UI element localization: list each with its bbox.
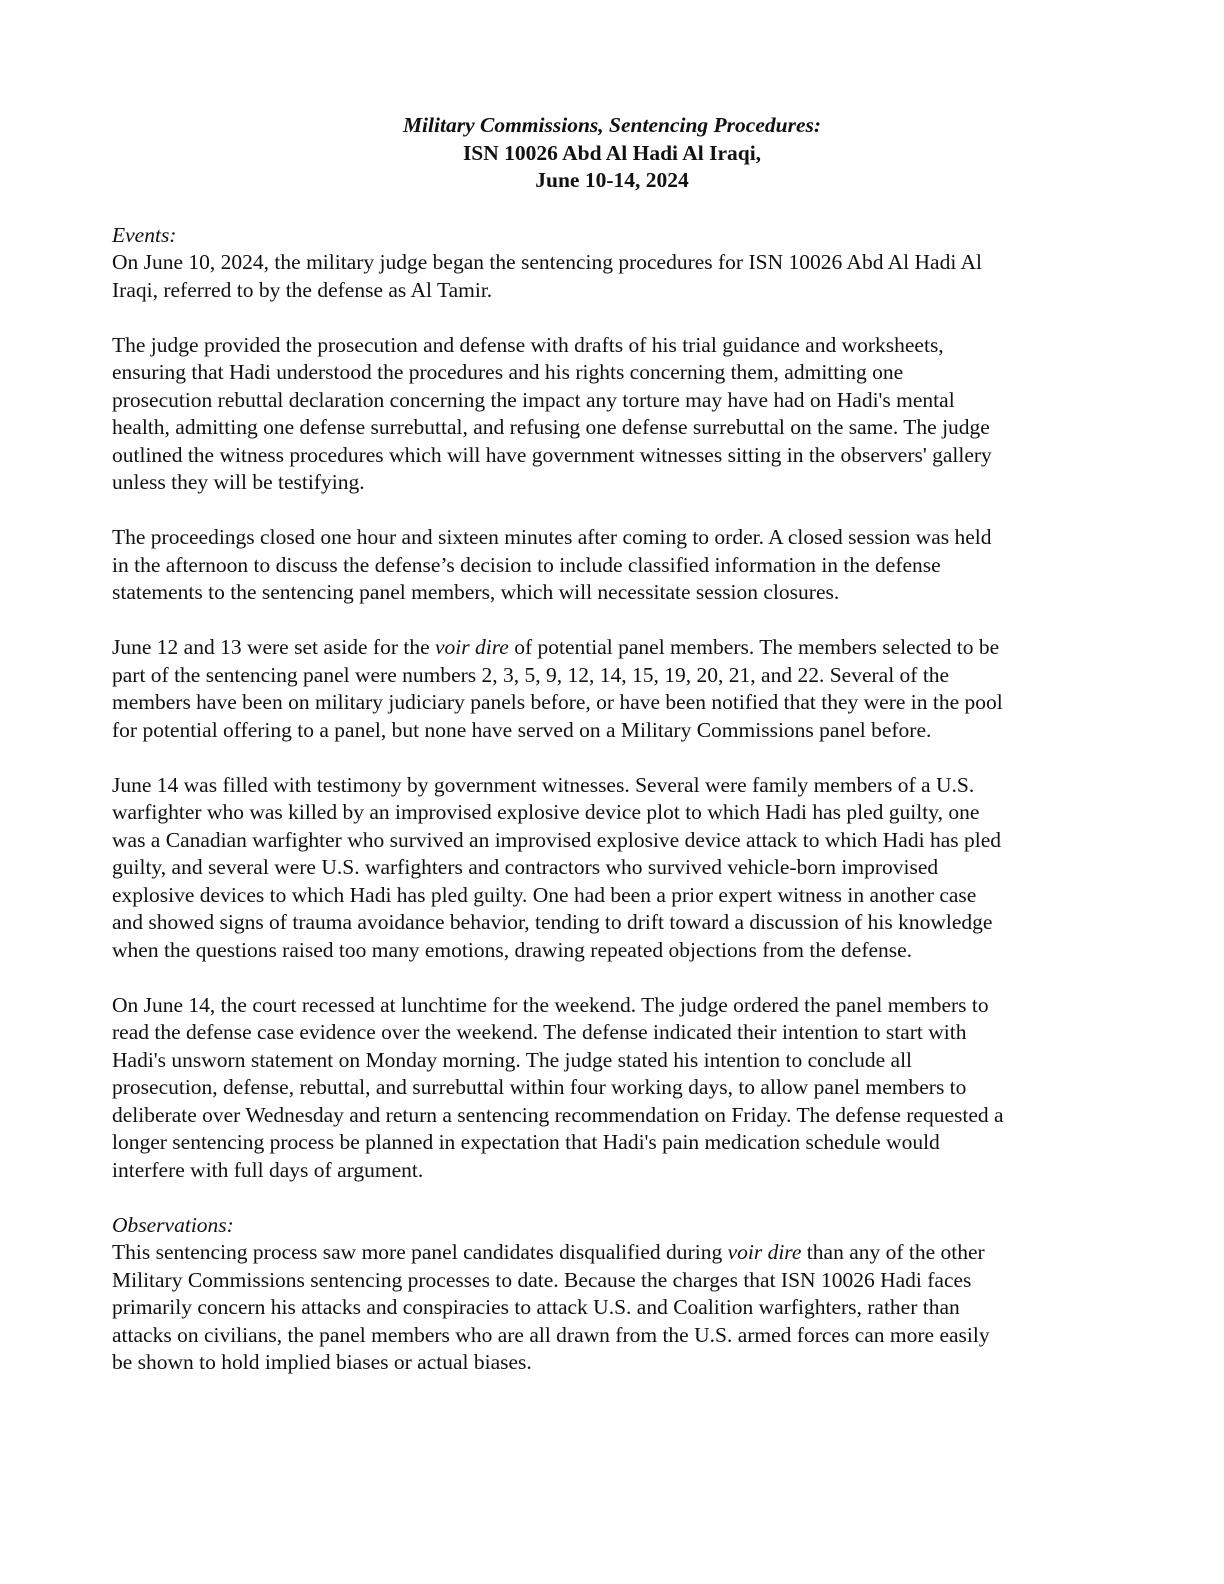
text-line: On June 14, the court recessed at lunchtime for the weekend. The judge ordered the panel members to [112, 992, 989, 1017]
text-line: unless they will be testifying. [112, 470, 365, 494]
text-line [112, 634, 1112, 662]
text-line: deliberate over Wednesday and return a sentencing recommendation on Friday. The defense requested a [112, 1102, 1004, 1127]
text-run: This sentencing process saw more panel candidates disqualified during [112, 1240, 728, 1264]
events-paragraph-4 [112, 634, 1112, 744]
events-label: Events: [112, 222, 177, 247]
text-line: outlined the witness procedures which will have government witnesses sitting in the observers' gallery [112, 442, 992, 467]
italic-term-voir-dire: voir dire [435, 635, 509, 659]
text-line: when the questions raised too many emotions, drawing repeated objections from the defense. [112, 937, 913, 962]
text-line: members have been on military judiciary panels before, or have been notified that they were in the pool [112, 690, 1003, 714]
text-line: The judge provided the prosecution and defense with drafts of his trial guidance and worksheets, [112, 332, 944, 357]
events-paragraph-5 [112, 772, 1112, 965]
events-paragraph-1 [112, 249, 1112, 304]
text-line: interfere with full days of argument. [112, 1157, 424, 1182]
text-line: The proceedings closed one hour and sixteen minutes after coming to order. A closed session was held [112, 525, 992, 549]
text-run: of potential panel members. The members selected to be [508, 635, 1000, 659]
text-line: attacks on civilians, the panel members who are all drawn from the U.S. armed forces can more easily [112, 1322, 990, 1347]
text-line: June 14 was filled with testimony by government witnesses. Several were family members of a U.S. [112, 772, 975, 797]
text-line: read the defense case evidence over the weekend. The defense indicated their intention to start with [112, 1020, 967, 1044]
text-line: prosecution rebuttal declaration concerning the impact any torture may have had on Hadi's mental [112, 387, 955, 412]
text-line: in the afternoon to discuss the defense’s decision to include classified information in the defense [112, 552, 941, 577]
observations-paragraph-1 [112, 1239, 1112, 1377]
text-line: guilty, and several were U.S. warfighters and contractors who survived vehicle-born improvised [112, 855, 939, 879]
document-title [112, 112, 1112, 195]
text-line: primarily concern his attacks and conspiracies to attack U.S. and Coalition warfighters, rather than [112, 1295, 960, 1319]
text-line: and showed signs of trauma avoidance behavior, tending to drift toward a discussion of his knowledge [112, 910, 993, 934]
text-run: June 12 and 13 were set aside for the [112, 635, 435, 659]
events-paragraph-3 [112, 524, 1112, 607]
text-line: warfighter who was killed by an improvised explosive device plot to which Hadi has pled guilty, one [112, 800, 980, 824]
text-line: statements to the sentencing panel members, which will necessitate session closures. [112, 580, 840, 604]
text-line: Iraqi, referred to by the defense as Al Tamir. [112, 277, 493, 302]
observations-label: Observations: [112, 1212, 234, 1237]
text-line: longer sentencing process be planned in expectation that Hadi's pain medication schedule would [112, 1130, 940, 1154]
events-paragraph-2 [112, 332, 1112, 497]
text-line: for potential offering to a panel, but none have served on a Military Commissions panel before. [112, 717, 932, 742]
text-line: health, admitting one defense surrebuttal, and refusing one defense surrebuttal on the same. The judge [112, 415, 990, 439]
text-line: explosive devices to which Hadi has pled guilty. One had been a prior expert witness in another case [112, 882, 977, 907]
document-page [112, 112, 1112, 1404]
text-line: Military Commissions sentencing processes to date. Because the charges that ISN 10026 Hadi faces [112, 1267, 972, 1292]
title-line-1: Military Commissions, Sentencing Procedures: [402, 113, 822, 137]
text-line: be shown to hold implied biases or actual biases. [112, 1350, 532, 1374]
text-line: ensuring that Hadi understood the procedures and his rights concerning them, admitting one [112, 360, 904, 384]
text-run: than any of the other [801, 1240, 985, 1264]
events-paragraph-6 [112, 992, 1112, 1185]
text-line: Hadi's unsworn statement on Monday morning. The judge stated his intention to conclude all [112, 1047, 913, 1072]
text-line [112, 1239, 1112, 1267]
text-line: prosecution, defense, rebuttal, and surrebuttal within four working days, to allow panel members to [112, 1075, 967, 1099]
text-line: part of the sentencing panel were numbers 2, 3, 5, 9, 12, 14, 15, 19, 20, 21, and 22. Several of the [112, 662, 950, 687]
title-line-3: June 10-14, 2024 [535, 168, 689, 192]
text-line: was a Canadian warfighter who survived an improvised explosive device attack to which Hadi has pled [112, 827, 1001, 852]
italic-term-voir-dire: voir dire [727, 1240, 802, 1264]
text-line: On June 10, 2024, the military judge began the sentencing procedures for ISN 10026 Abd Al Hadi Al [112, 250, 982, 274]
title-line-2: ISN 10026 Abd Al Hadi Al Iraqi, [462, 140, 762, 165]
